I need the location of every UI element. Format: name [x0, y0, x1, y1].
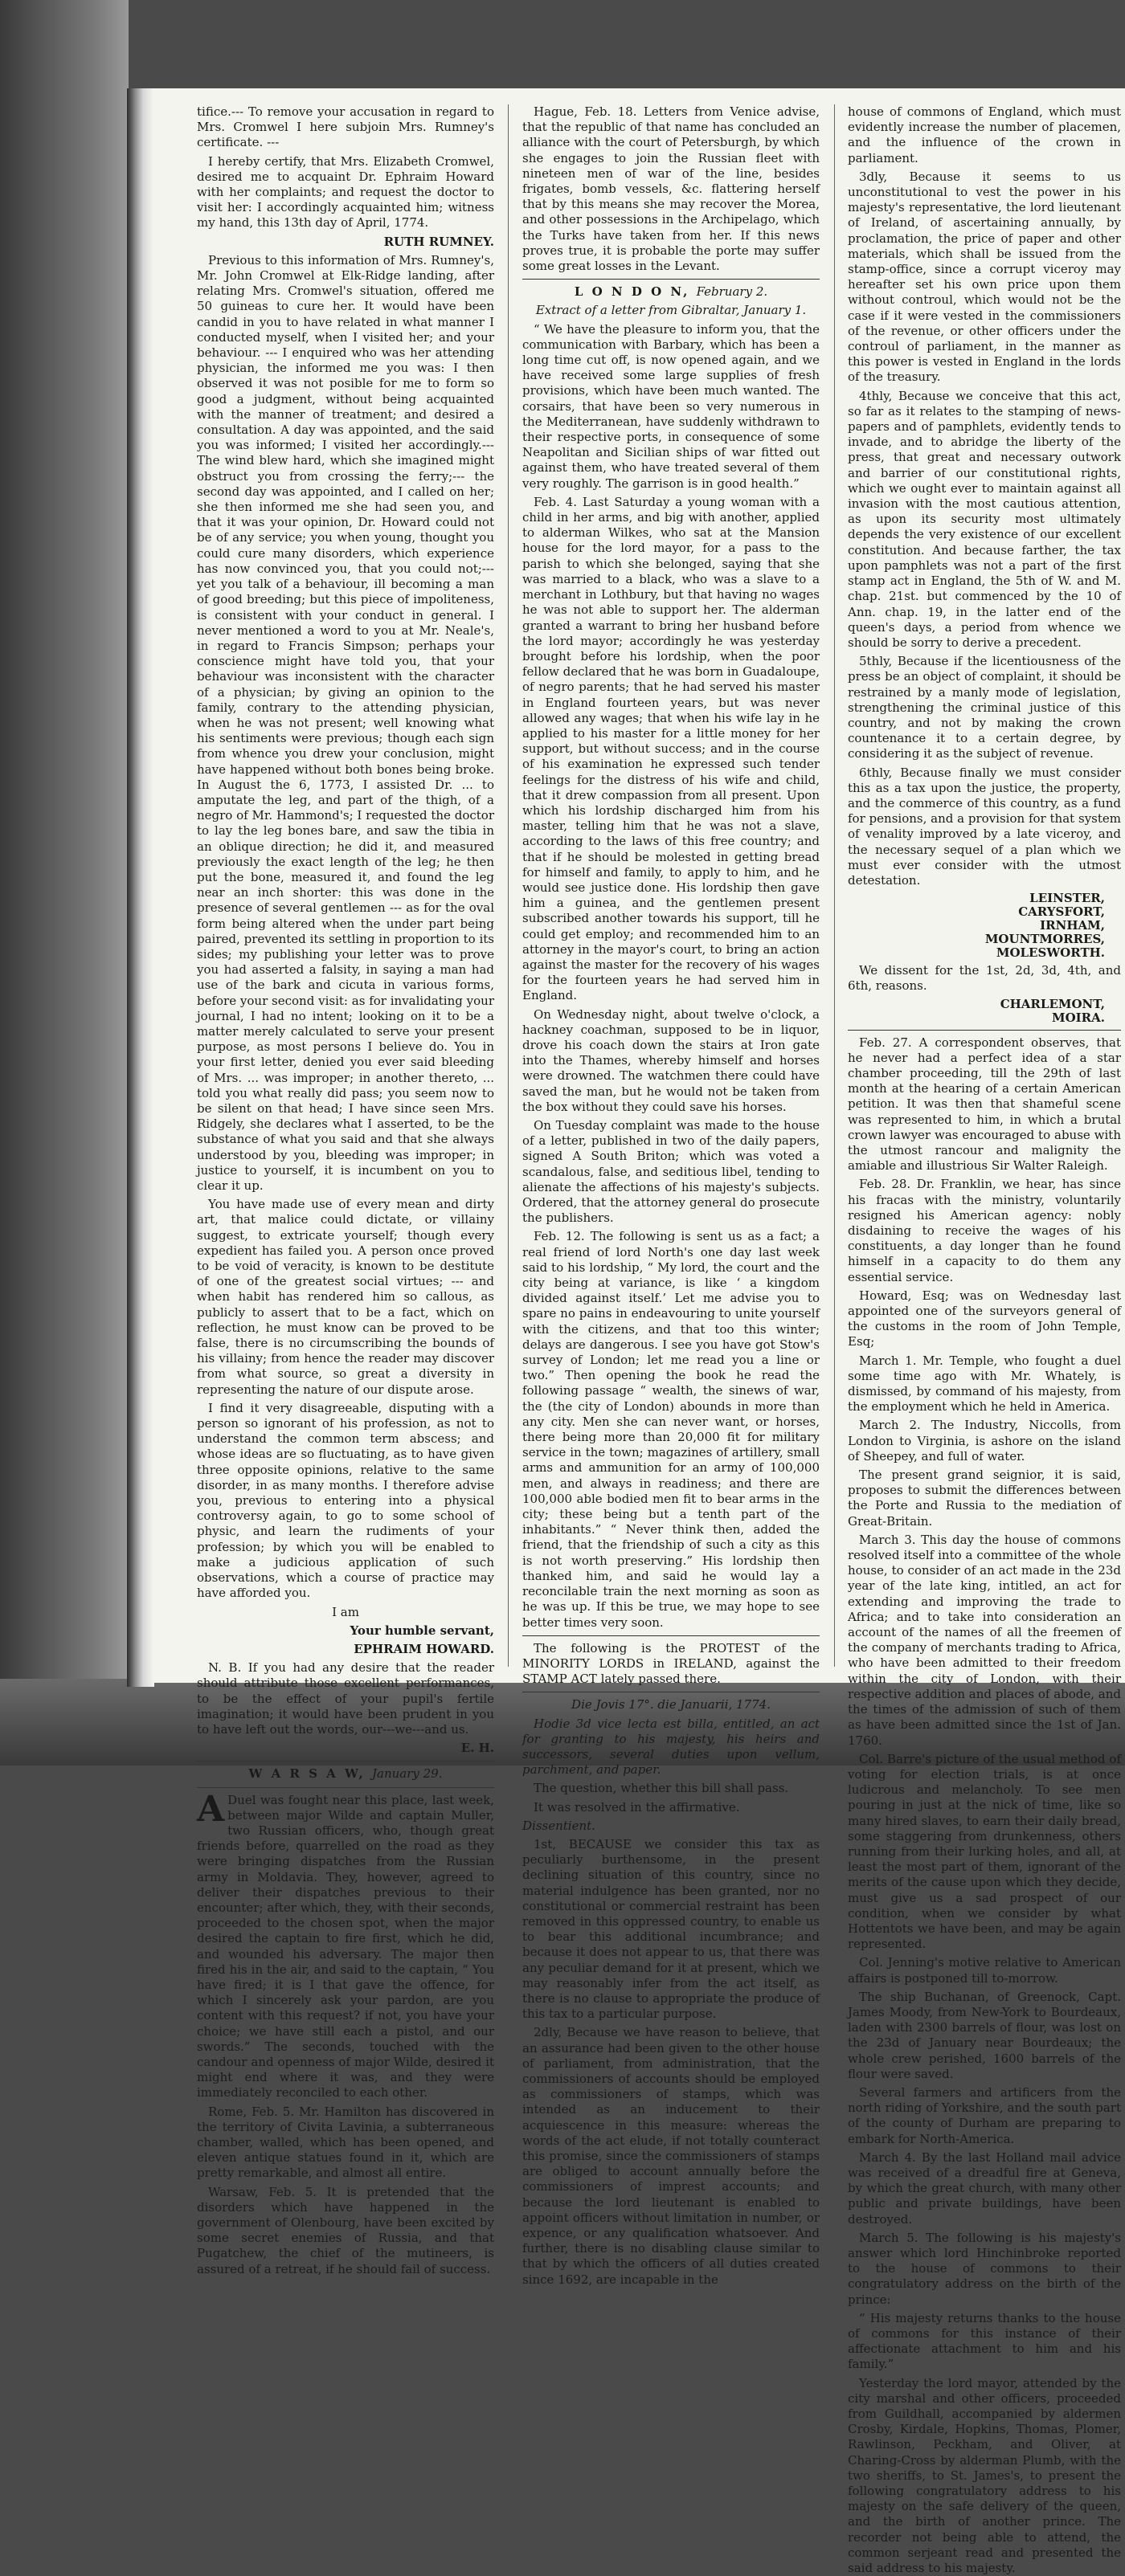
paragraph: house of commons of England, which must evidently increase the number of placemen, and the influence of the crown in parliament.: [848, 104, 1121, 165]
paragraph: We dissent for the 1st, 2d, 3d, 4th, and 6th, reasons.: [848, 963, 1121, 994]
paragraph: March 2. The Industry, Niccolls, from London to Virginia, is ashore on the island of Sheepey, and full of water.: [848, 1418, 1121, 1464]
paragraph: It was resolved in the affirmative.: [534, 1799, 740, 1815]
paragraph: Yesterday the lord mayor, attended by the city marshal and other officers, proceeded from Guildhall, accompanied by aldermen Crosby, Kirdale, Hopkins, Thomas, Plomer, Rawlinson, Peckham, and Oliver, at Charing-Cross by alderman Plumb, with the two sheriffs, to St. James's, to present the following congratulatory address to his majesty on the safe delivery of the queen, and the birth of another prince. The recorder not being able to attend, the common serjeant read and presented the said address to his majesty.: [848, 2375, 1121, 2576]
column-1: [197, 104, 494, 2276]
extract-title: Extract of a letter from Gibraltar, January 1.: [535, 303, 807, 318]
signatory: CHARLEMONT,: [1000, 996, 1105, 1011]
dateline-heading: [197, 1766, 494, 1782]
dissentient-heading: Dissentient.: [522, 1818, 595, 1833]
signatory: MOLESWORTH.: [996, 945, 1105, 961]
paragraph: Feb. 27. A correspondent observes, that he never had a perfect idea of a star chamber proceeding, till the 29th of last month at the hearing of a certain American petition. It was then that shameful scene was represented to him, in which a brutal crown lawyer was encouraged to abuse with the utmost rancour and malignity the amiable and illustrious Sir Walter Raleigh.: [848, 1035, 1121, 1174]
paragraph: “ We have the pleasure to inform you, that the communication with Barbary, which has been a long time cut off, is now opened again, and we have received some large supplies of fresh provisions, which have been much wanted. The corsairs, that have been so very numerous in the Mediterranean, have suddenly withdrawn to their respective ports, in consequence of some Neapolitan and Sicilian ships of war fitted out against them, who have treated several of them very roughly. The garrison is in good health.”: [522, 321, 820, 491]
divider: [197, 1761, 494, 1762]
paragraph: On Tuesday complaint was made to the house of a letter, published in two of the daily papers, signed A South Briton; which was voted a scandalous, false, and seditious libel, tending to alienate the affections of his majesty's subjects. Ordered, that the attorney general do prosecute the publishers.: [522, 1118, 820, 1226]
paragraph: March 1. Mr. Temple, who fought a duel some time ago with Mr. Whately, is dismissed, by command of his majesty, from the employment which he held in America.: [848, 1353, 1121, 1415]
protest-intro: The following is the PROTEST of the MINORITY LORDS in IRELAND, against the STAMP ACT lately passed there.: [522, 1640, 820, 1687]
signature: E. H.: [460, 1741, 494, 1756]
closing: I am: [332, 1604, 359, 1619]
paragraph: Col. Barre's picture of the usual method of voting for election trials, is at once ludicrous and melancholy. To see men pouring in just at the nick of time, like so many hired slaves, to earn their daily bread, some staggering from drunkenness, others running from their lurking holes, and all, at least the most part of them, ignorant of the merits of the cause upon which they decide, must give us a sad prospect of our condition, when we consider by what Hottentots we have been, and may be again represented.: [848, 1751, 1121, 1952]
protest-date: Die Jovis 17°. die Januarii, 1774.: [571, 1697, 771, 1713]
divider: [522, 1635, 820, 1636]
paragraph: Hague, Feb. 18. Letters from Venice advise, that the republic of that name has concluded an alliance with the court of Petersburgh, by which she engages to join the Russian fleet with nineteen men of war of the line, besides frigates, bomb vessels, &c. flattering herself that by this means she may recover the Morea, and other possessions in the Archipelago, which the Turks have taken from her. If this news proves true, it is probable the porte may suffer some great losses in the Levant.: [522, 104, 820, 274]
column-rule: [508, 104, 509, 1667]
dateline-date: January 29.: [372, 1766, 443, 1782]
paragraph: You have made use of every mean and dirty art, that malice could dictate, or villainy suggest, to extricate yourself; though every expedient has failed you. A person once proved to be void of veracity, is known to be destitute of one of the greatest social virtues; --- and when habit has rendered him so callous, as publicly to assert that to be a fact, which on reflection, he must know can be proved to be false, there is no circumscribing the bounds of his villainy; from hence the reader may discover from what source, so great a diversity in representing the nature of our dispute arose.: [197, 1197, 494, 1397]
newspaper-page: [153, 88, 1125, 2576]
signatory: IRNHAM,: [1040, 918, 1105, 933]
paragraph: 1st, BECAUSE we consider this tax as peculiarly burthensome, in the present declining situation of this country, since no material indulgence has been granted, nor no constitutional or commercial restraint has been removed in this oppressed country, to enable us to bear this additional incumbrance; and because it does not appear to us, that there was any peculiar demand for it at present, which we may reasonably infer from the act itself, as there is no clause to appropriate the produce of this tax to a particular purpose.: [522, 1836, 820, 2022]
signatory-list: [848, 892, 1105, 960]
paragraph: 2dly, Because we have reason to believe, that an assurance had been given to the other house of parliament, from administration, that the commissioners of accounts should be employed as commissioners of stamps, which was intended as an inducement to their acquiescence in this measure: whereas the words of the act elude, if not totally counteract this promise, since the commissioners of stamps are obliged to account annually before the commissioners of imprest accounts; and because the lord lieutenant is enabled to appoint officers without limitation in number, or expence, or any qualification whatsoever. And further, there is no disabling clause similar to that by which the officers of all duties created since 1692, are incapable in the: [522, 2025, 820, 2287]
paragraph: Several farmers and artificers from the north riding of Yorkshire, and the south part of the county of Durham are preparing to embark for North-America.: [848, 2084, 1121, 2146]
divider: [848, 1030, 1121, 1031]
paragraph: Feb. 12. The following is sent us as a fact; a real friend of lord North's one day last week said to his lordship, “ My lord, the court and the city being at variance, is like ‘ a kingdom divided against itself.’ Let me advise you to spare no pains in endeavouring to unite yourself with the citizens, and that too this winter; delays are dangerous. I see you have got Stow's survey of London; let me read you a line or two.” Then opening the book he read the following passage “ wealth, the sinews of war, the (the city of London) abounds in more than any city. Men she can never want, or horses, there being more than 20,000 fit for military service in the town; magazines of artillery, small arms and ammunition for an army of 100,000 men, and always in readiness; and there are 100,000 able bodied men fit to bear arms in the city; these being but a tenth part of the inhabitants.” “ Never think then, added the friend, that the friendship of such a city as this is not worth preserving.” His lordship then thanked him, and said he would lay a reconcilable train the next morning as soon as he was up. If this be true, we may hope to see better times very soon.: [522, 1229, 820, 1630]
paragraph: Previous to this information of Mrs. Rumney's, Mr. John Cromwel at Elk-Ridge landing, after relating Mrs. Cromwel's situation, offered me 50 guineas to cure her. It would have been candid in you to have related in what manner I conducted myself, when I visited her; and your behaviour. --- I enquired who was her attending physician, the informed me you was: I then observed it was not posible for me to form so good a judgment, without being acquainted with the manner of treatment; and desired a consultation. A day was appointed, and the said you was informed; I visited her accordingly.--- The wind blew hard, which she imagined might obstruct you from crossing the ferry;--- the second day was appointed, and I called on her; she then informed me she had seen you, and that it was your opinion, Dr. Howard could not be of any service; you when young, thought you could cure many disorders, which experience has now convinced you, that you could not;--- yet you talk of a behaviour, ill becoming a man of good breeding; but this piece of impoliteness, is consistent with your conduct in general. I never mentioned a word to you at Mr. Neale's, in regard to Francis Simpson; perhaps your conscience might have told you, that your behaviour was inconsistent with the character of a physician; by giving an opinion to the family, contrary to the attending physician, when he was not present; well knowing what his sentiments were previous; though each sign from whence you drew your conclusion, might have happened without both bones being broke. In August the 6, 1773, I assisted Dr. ... to amputate the leg, and part of the thigh, of a negro of Mr. Hammond's; I requested the doctor to lay the leg bones bare, and saw the tibia in an oblique direction; he did it, and measured previously the exact length of the leg; he then put the bone, measured it, and found the leg near an inch shorter: this was done in the presence of several gentlemen --- as for the oval form being altered when the under part being paired, prevented its settling in proportion to its sides; my publishing your letter was to prove you had asserted a falsity, in saying a man had use of the bark and cicuta in various forms, before your second visit: as for invalidating your journal, I had no intent; looking on it to be a matter merely calculated to serve your present purpose, as most persons I believe do. You in your first letter, denied you ever said bleeding of Mrs. ... was improper; in another thereto, ... told you what really did pass; you seem now to be silent on that head; I have since seen Mrs. Ridgely, she declares what I asserted, to be the substance of what you said and that she always understood by you, bleeding was improper; in justice to yourself, it is incumbent on you to clear it up.: [197, 252, 494, 1194]
column-3: [848, 104, 1122, 2576]
paragraph: March 5. The following is his majesty's answer which lord Hinchinbroke reported to the house of commons to their congratulatory address on the birth of the prince:: [848, 2230, 1121, 2307]
postscript: N. B. If you had any desire that the reader should attribute those excellent performances, to be the effect of your pupil's fertile imagination; it would have been prudent in you to have left out the words, our---we---and us.: [197, 1660, 494, 1737]
paragraph: On Wednesday night, about twelve o'clock, a hackney coachman, supposed to be in liquor, drove his coach down the stairs at Iron gate into the Thames, whereby himself and horses were drowned. The watchmen there could have saved the man, but he would not be taken from the box without they could save his horses.: [522, 1006, 820, 1114]
signatory: CARYSFORT,: [1018, 904, 1105, 920]
paragraph: [197, 1788, 494, 2101]
paragraph: Feb. 4. Last Saturday a young woman with a child in her arms, and big with another, applied to alderman Wilkes, who sat at the Mansion house for the lord mayor, for a pass to the parish to which she belonged, saying that she was married to a black, who was a slave to a merchant in Lothbury, but that having no wages he was not able to support her. The alderman granted a warrant to bring her husband before the lord mayor; accordingly he was yesterday brought before his lordship, when the poor fellow declared that he was born in Guadaloupe, of negro parents; that he had served his master in England fourteen years, but was never allowed any wages; that when his wife lay in he applied to his master for a little money for her support, but without success; and in the course of his examination he expressed such tender feelings for the distress of his wife and child, that it drew compassion from all present. Upon which his lordship discharged him from his master, telling him that he was not a slave, according to the laws of this free country; and that if he should be molested in getting bread for himself and family, to apply to him, and he would see justice done. His lordship then gave him a guinea, and the gentlemen present subscribed another towards his support, till he could get employ; and recommended him to an attorney in the mayor's court, to bring an action against the master for the recovery of his wages for the fourteen years he had served him in England.: [522, 494, 820, 1003]
book-spine: [127, 88, 154, 1687]
scan-left-margin: [0, 0, 129, 1766]
signatory: MOUNTMORRES,: [984, 932, 1105, 947]
paragraph: 5thly, Because if the licentiousness of the press be an object of complaint, it should be restrained by a manly mode of legislation, strengthening the criminal justice of this country, and not by making the crown countenance it to a certain degree, by considering it as the subject of revenue.: [848, 654, 1121, 761]
paragraph: March 4. By the last Holland mail advice was received of a dreadful fire at Geneva, by which the great church, with many other public and private buildings, have been destroyed.: [848, 2149, 1121, 2227]
signatory: LEINSTER,: [1029, 891, 1105, 906]
closing: Your humble servant,: [350, 1623, 494, 1638]
paragraph: 4thly, Because we conceive that this act, so far as it relates to the stamping of news-papers and of pamphlets, evidently tends to invade, and to abridge the liberty of the press, that great and necessary outwork and barrier of our constitutional rights, which we ought ever to maintain against all invasion with the most cautious attention, as upon its security most ultimately depends the very existence of our excellent constitution. And because farther, the tax upon pamphlets was not a part of the first stamp act in England, the 5th of W. and M. chap. 21st. but commenced by the 10 of Ann. chap. 19, in the latter end of the queen's days, a period from whence we should be sorry to derive a precedent.: [848, 388, 1121, 650]
signature: EPHRAIM HOWARD.: [354, 1641, 494, 1656]
column-rule: [834, 104, 835, 1667]
paragraph-text: Duel was fought near this place, last week, between major Wilde and captain Muller, two Russian officers, who, though great friends before, quarrelled on the road as they were bringing dispatches from the Russian army in Moldavia. They, however, agreed to deliver their dispatches previous to their encounter; after which, they, with their seconds, proceeded to the chosen spot, when the major desired the captain to fire first, which he did, and wounded his adversary. The major then fired his in the air, and said to the captain, “ You have fired; it is I that gave the offence, for which I sincerely ask your pardon, are you content with this request? if not, you have your choice; we have still each a pistol, and our swords.” The seconds, touched with the candour and openness of major Wilde, desired it might end where it was, and they were immediately reconciled to each other.: [197, 1792, 494, 2100]
signatory: MOIRA.: [1051, 1010, 1105, 1025]
paragraph: Feb. 28. Dr. Franklin, we hear, has since his fracas with the ministry, voluntarily resigned his American agency: nobly disdaining to receive the wages of his constituents, a day longer than he found himself in a capacity to do them any essential service.: [848, 1177, 1121, 1284]
paragraph: 6thly, Because finally we must consider this as a tax upon the justice, the property, and the commerce of this country, as a fund for pensions, and a provision for that system of venality improved by a late viceroy, and the necessary sequel of a plan which we must ever consider with the utmost detestation.: [848, 765, 1121, 888]
paragraph: 3dly, Because it seems to us unconstitutional to vest the power in his majesty's representative, the lord lieutenant of Ireland, of ascertaining annually, by proclamation, the price of paper and other materials, which shall be issued from the stamp-office, since a corrupt viceroy may hereafter set his own price upon them without controul, which would not be the case if it were vested in the commissioners of the revenue, or other officers under the controul of parliament, in the manner as this power is vested in England in the lords of the treasury.: [848, 169, 1121, 385]
paragraph: Rome, Feb. 5. Mr. Hamilton has discovered in the territory of Civita Lavinia, a subterraneous chamber, walled, which has been opened, and eleven antique statues found in it, which are pretty remarkable, and almost all entire.: [197, 2104, 494, 2181]
signatory-list: [848, 998, 1105, 1025]
paragraph: “ His majesty returns thanks to the house of commons for this instance of their affectionate attachment to him and his family.”: [848, 2310, 1121, 2372]
paragraph: March 3. This day the house of commons resolved itself into a committee of the whole house, to consider of an act made in the 23d year of the late king, intitled, an act for extending and improving the trade to Africa; and to take into consideration an account of the names of all the freemen of the company of merchants trading to Africa, who have been admitted to their freedom within the city of London, with their respective addition and places of abode, and the times of the admission of such of them as have been admitted since the 1st of Jan. 1760.: [848, 1532, 1122, 1748]
dateline-place: L O N D O N,: [574, 284, 690, 300]
protest-bill: Hodie 3d vice lecta est billa, entitled, an act for granting to his majesty, his heirs and successors, several duties upon vellum, parchment, and paper.: [522, 1716, 820, 1778]
certificate: I hereby certify, that Mrs. Elizabeth Cromwel, desired me to acquaint Dr. Ephraim Howard with her complaints; and request the doctor to visit her: I accordingly acquainted him; witness my hand, this 13th day of April, 1774.: [197, 153, 494, 231]
signature: RUTH RUMNEY.: [383, 234, 494, 249]
dateline-date: February 2.: [696, 284, 768, 300]
divider: [522, 279, 820, 280]
dateline-place: W A R S A W,: [248, 1766, 366, 1782]
dateline-heading: [522, 284, 820, 300]
drop-cap: A: [197, 1788, 225, 1830]
paragraph: I find it very disagreeable, disputing with a person so ignorant of his profession, as not to understand the common term abscess; and whose ideas are so fluctuating, as to have given three opposite opinions, relative to the same disorder, in as many months. I therefore advise you, previous to entering into a physical controversy again, to go to some school of physic, and learn the rudiments of your profession; by which you will be enabled to make a judicious application of such observations, which a course of practice may have afforded you.: [197, 1400, 494, 1601]
paragraph: The question, whether this bill shall pass.: [534, 1781, 789, 1796]
paragraph: tifice.--- To remove your accusation in regard to Mrs. Cromwel I here subjoin Mrs. Rumney's certificate. ---: [197, 104, 494, 150]
paragraph: Warsaw, Feb. 5. It is pretended that the disorders which have happened in the government of Olenbourg, have been excited by some secret enemies of Russia, and that Pugatchew, the chief of the mutineers, is assured of a retreat, if he should fail of success.: [197, 2184, 494, 2276]
paragraph: The present grand seignior, it is said, proposes to submit the differences between the Porte and Russia to the mediation of Great-Britain.: [848, 1468, 1121, 1529]
paragraph: Howard, Esq; was on Wednesday last appointed one of the surveyors general of the customs in the room of John Temple, Esq;: [848, 1288, 1121, 1349]
divider: [197, 1787, 494, 1788]
column-2: [522, 104, 820, 2287]
paragraph: Col. Jenning's motive relative to American affairs is postponed till to-morrow.: [848, 1955, 1121, 1986]
paragraph: The ship Buchanan, of Greenock, Capt. James Moody, from New-York to Bourdeaux, laden with 2300 barrels of flour, was lost on the 23d of January near Bourdeaux; the whole crew perished, 1600 barrels of the flour were saved.: [848, 1989, 1121, 2081]
